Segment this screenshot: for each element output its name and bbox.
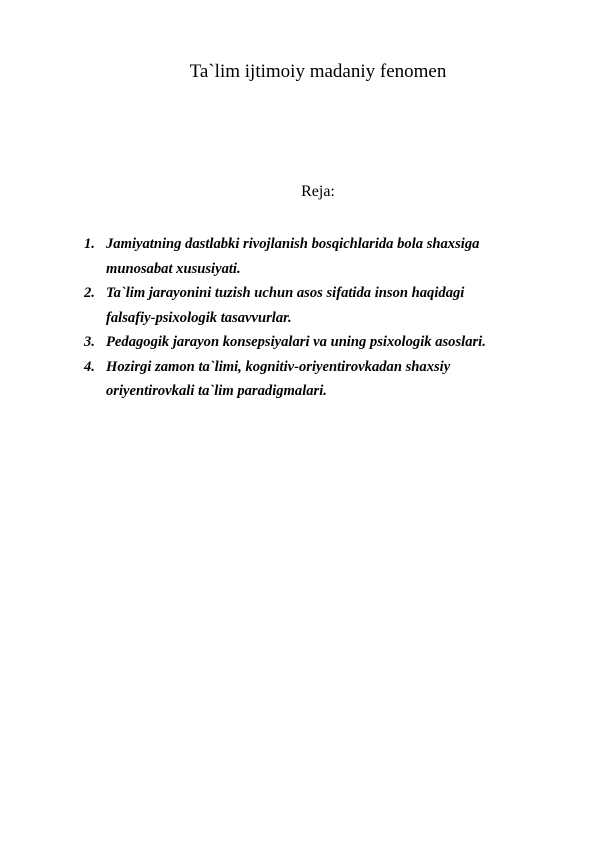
plan-item-line: falsafiy-psixologik tasavvurlar. xyxy=(106,309,292,326)
plan-item-1 xyxy=(84,232,554,281)
plan-item-line: Hozirgi zamon ta`limi, kognitiv-oriyentirovkadan shaxsiy xyxy=(106,358,451,375)
plan-item-line: oriyentirovkali ta`lim paradigmalari. xyxy=(106,383,327,399)
plan-item-text xyxy=(106,330,554,355)
plan-item-2 xyxy=(84,281,554,330)
plan-list xyxy=(84,232,554,404)
document-title: Ta`lim ijtimoiy madaniy fenomen xyxy=(189,61,447,82)
plan-item-line: munosabat xususiyati. xyxy=(106,260,241,277)
plan-item-text xyxy=(106,281,554,330)
plan-item-3 xyxy=(84,330,554,355)
plan-heading: Reja: xyxy=(301,183,335,200)
plan-item-line: Pedagogik jarayon konsepsiyalari va uning psixologik asoslari. xyxy=(106,334,486,350)
plan-item-number: 4. xyxy=(84,358,95,375)
plan-item-text xyxy=(106,355,554,404)
plan-item-line: Jamiyatning dastlabki rivojlanish bosqichlarida bola shaxsiga xyxy=(106,236,480,252)
plan-item-line: Ta`lim jarayonini tuzish uchun asos sifatida inson haqidagi xyxy=(106,285,465,301)
plan-item-number: 3. xyxy=(84,334,95,350)
plan-item-text xyxy=(106,232,554,281)
plan-item-number: 1. xyxy=(84,236,95,252)
plan-item-4 xyxy=(84,355,554,404)
plan-item-number: 2. xyxy=(84,285,95,301)
